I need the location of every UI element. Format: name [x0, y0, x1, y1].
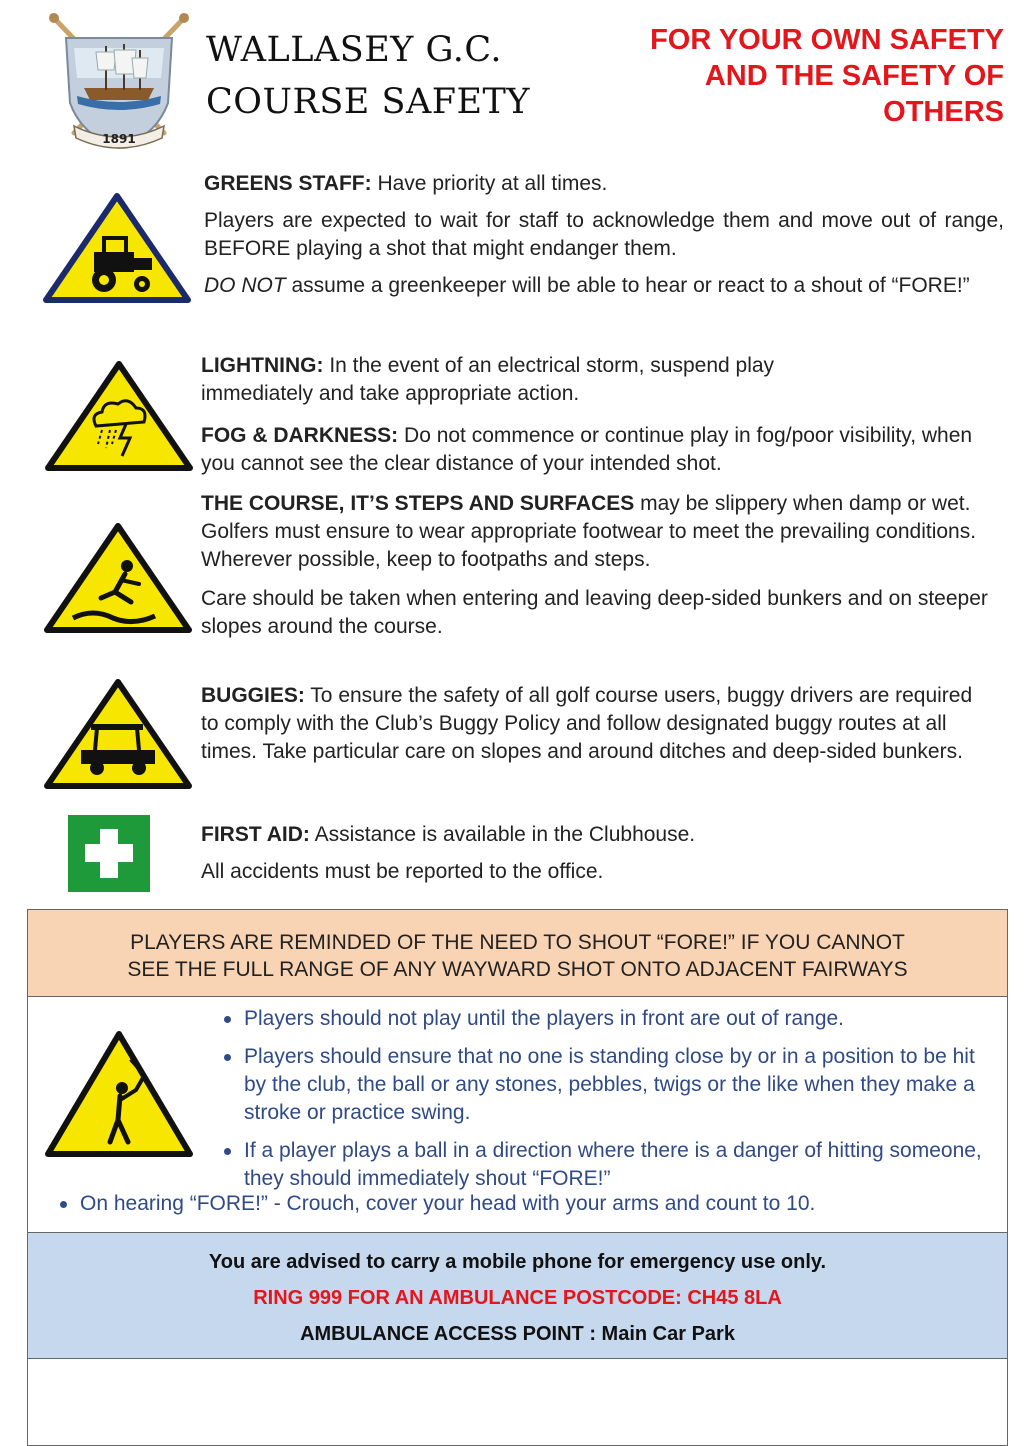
lightning-section: [201, 352, 891, 408]
golfer-warning-icon: [44, 1030, 194, 1163]
bullet-item: Players should ensure that no one is standing close by or in a position to be hit by the club, the ball or any stones, pebbles, twigs or the like when they make a stroke or practice swing.: [220, 1043, 990, 1127]
course-para2: Care should be taken when entering and leaving deep-sided bunkers and on steeper slopes around the course.: [201, 587, 988, 638]
first-aid-line: [201, 821, 991, 849]
lightning-text: In the event of an electrical storm, suspend play immediately and take appropriate action.: [201, 354, 775, 405]
slogan-line-2: AND THE SAFETY OF: [704, 60, 1004, 92]
page-title: [206, 24, 586, 128]
course-text: may be slippery when damp or wet. Golfers must ensure to wear appropriate footwear to meet the prevailing conditions. Wherever possible, keep to footpaths and steps.: [201, 492, 977, 571]
first-aid-section: [201, 821, 991, 886]
fore-bullet-list: [220, 1005, 990, 1193]
safety-slogan: [592, 22, 1004, 130]
first-aid-para2: All accidents must be reported to the office.: [201, 860, 604, 883]
title-line-1: WALLASEY G.C.: [206, 30, 503, 70]
first-aid-heading: FIRST AID:: [201, 823, 310, 846]
fog-heading: FOG & DARKNESS:: [201, 424, 399, 447]
ambulance-postcode: POSTCODE: CH45 8LA: [562, 1287, 782, 1309]
buggies-heading: BUGGIES:: [201, 684, 305, 707]
greens-staff-para2: Players are expected to wait for staff to acknowledge them and move out of range, BEFORE playing a shot that might endanger them.: [204, 209, 1004, 260]
course-section: [201, 490, 1001, 641]
bullet-item: If a player plays a ball in a direction where there is a danger of hitting someone, they should immediately shout “FORE!”: [220, 1137, 990, 1193]
tractor-warning-icon: [42, 192, 192, 309]
emergency-info-box: [27, 1232, 1008, 1359]
slogan-line-1: FOR YOUR OWN SAFETY: [650, 24, 1004, 56]
lightning-heading: LIGHTNING:: [201, 354, 324, 377]
lightning-warning-icon: [44, 360, 194, 477]
greens-staff-line: [204, 170, 1004, 198]
emergency-advice: You are advised to carry a mobile phone for emergency use only.: [208, 1251, 827, 1273]
fore-bullet-final: [56, 1190, 996, 1218]
club-crest-icon: [44, 8, 194, 158]
fog-text: Do not commence or continue play in fog/poor visibility, when you cannot see the clear distance of your intended shot.: [201, 424, 973, 475]
bullet-item: Players should not play until the players in front are out of range.: [220, 1005, 990, 1033]
ambulance-ring: RING 999 FOR AN AMBULANCE: [253, 1287, 558, 1309]
course-heading: THE COURSE, IT’S STEPS AND SURFACES: [201, 492, 635, 515]
fore-notice-banner: [27, 909, 1008, 997]
greens-staff-para3: [204, 272, 1004, 300]
svg-text:1891: 1891: [102, 132, 136, 146]
ambulance-line: [28, 1284, 1007, 1312]
buggies-section: [201, 682, 991, 766]
fore-notice-line-2: SEE THE FULL RANGE OF ANY WAYWARD SHOT ONTO ADJACENT FAIRWAYS: [127, 958, 908, 981]
greens-staff-heading: GREENS STAFF:: [204, 172, 372, 195]
greens-staff-para3-text: assume a greenkeeper will be able to hear or react to a shout of “FORE!”: [285, 274, 970, 297]
slogan-line-3: OTHERS: [883, 96, 1004, 128]
first-aid-text: Assistance is available in the Clubhouse.: [309, 823, 696, 846]
first-aid-icon: [68, 815, 150, 892]
slip-warning-icon: [43, 522, 193, 639]
title-line-2: COURSE SAFETY: [206, 82, 531, 122]
fore-notice-line-1: PLAYERS ARE REMINDED OF THE NEED TO SHOUT “FORE!” IF YOU CANNOT: [130, 931, 905, 954]
course-para1: [201, 490, 1001, 574]
greens-staff-emphasis: DO NOT: [204, 274, 286, 297]
ambulance-access: AMBULANCE ACCESS POINT : Main Car Park: [300, 1323, 735, 1345]
bullet-item-last: On hearing “FORE!” - Crouch, cover your head with your arms and count to 10.: [56, 1190, 996, 1218]
buggies-text: To ensure the safety of all golf course users, buggy drivers are required to comply with the Club’s Buggy Policy and follow designated buggy routes at all times. Take particular care on slopes and around ditches and deep-sided bunkers.: [201, 684, 973, 763]
greens-staff-section: [204, 170, 1004, 300]
buggy-warning-icon: [43, 678, 193, 795]
greens-staff-text: Have priority at all times.: [371, 172, 608, 195]
fog-section: [201, 422, 1011, 478]
